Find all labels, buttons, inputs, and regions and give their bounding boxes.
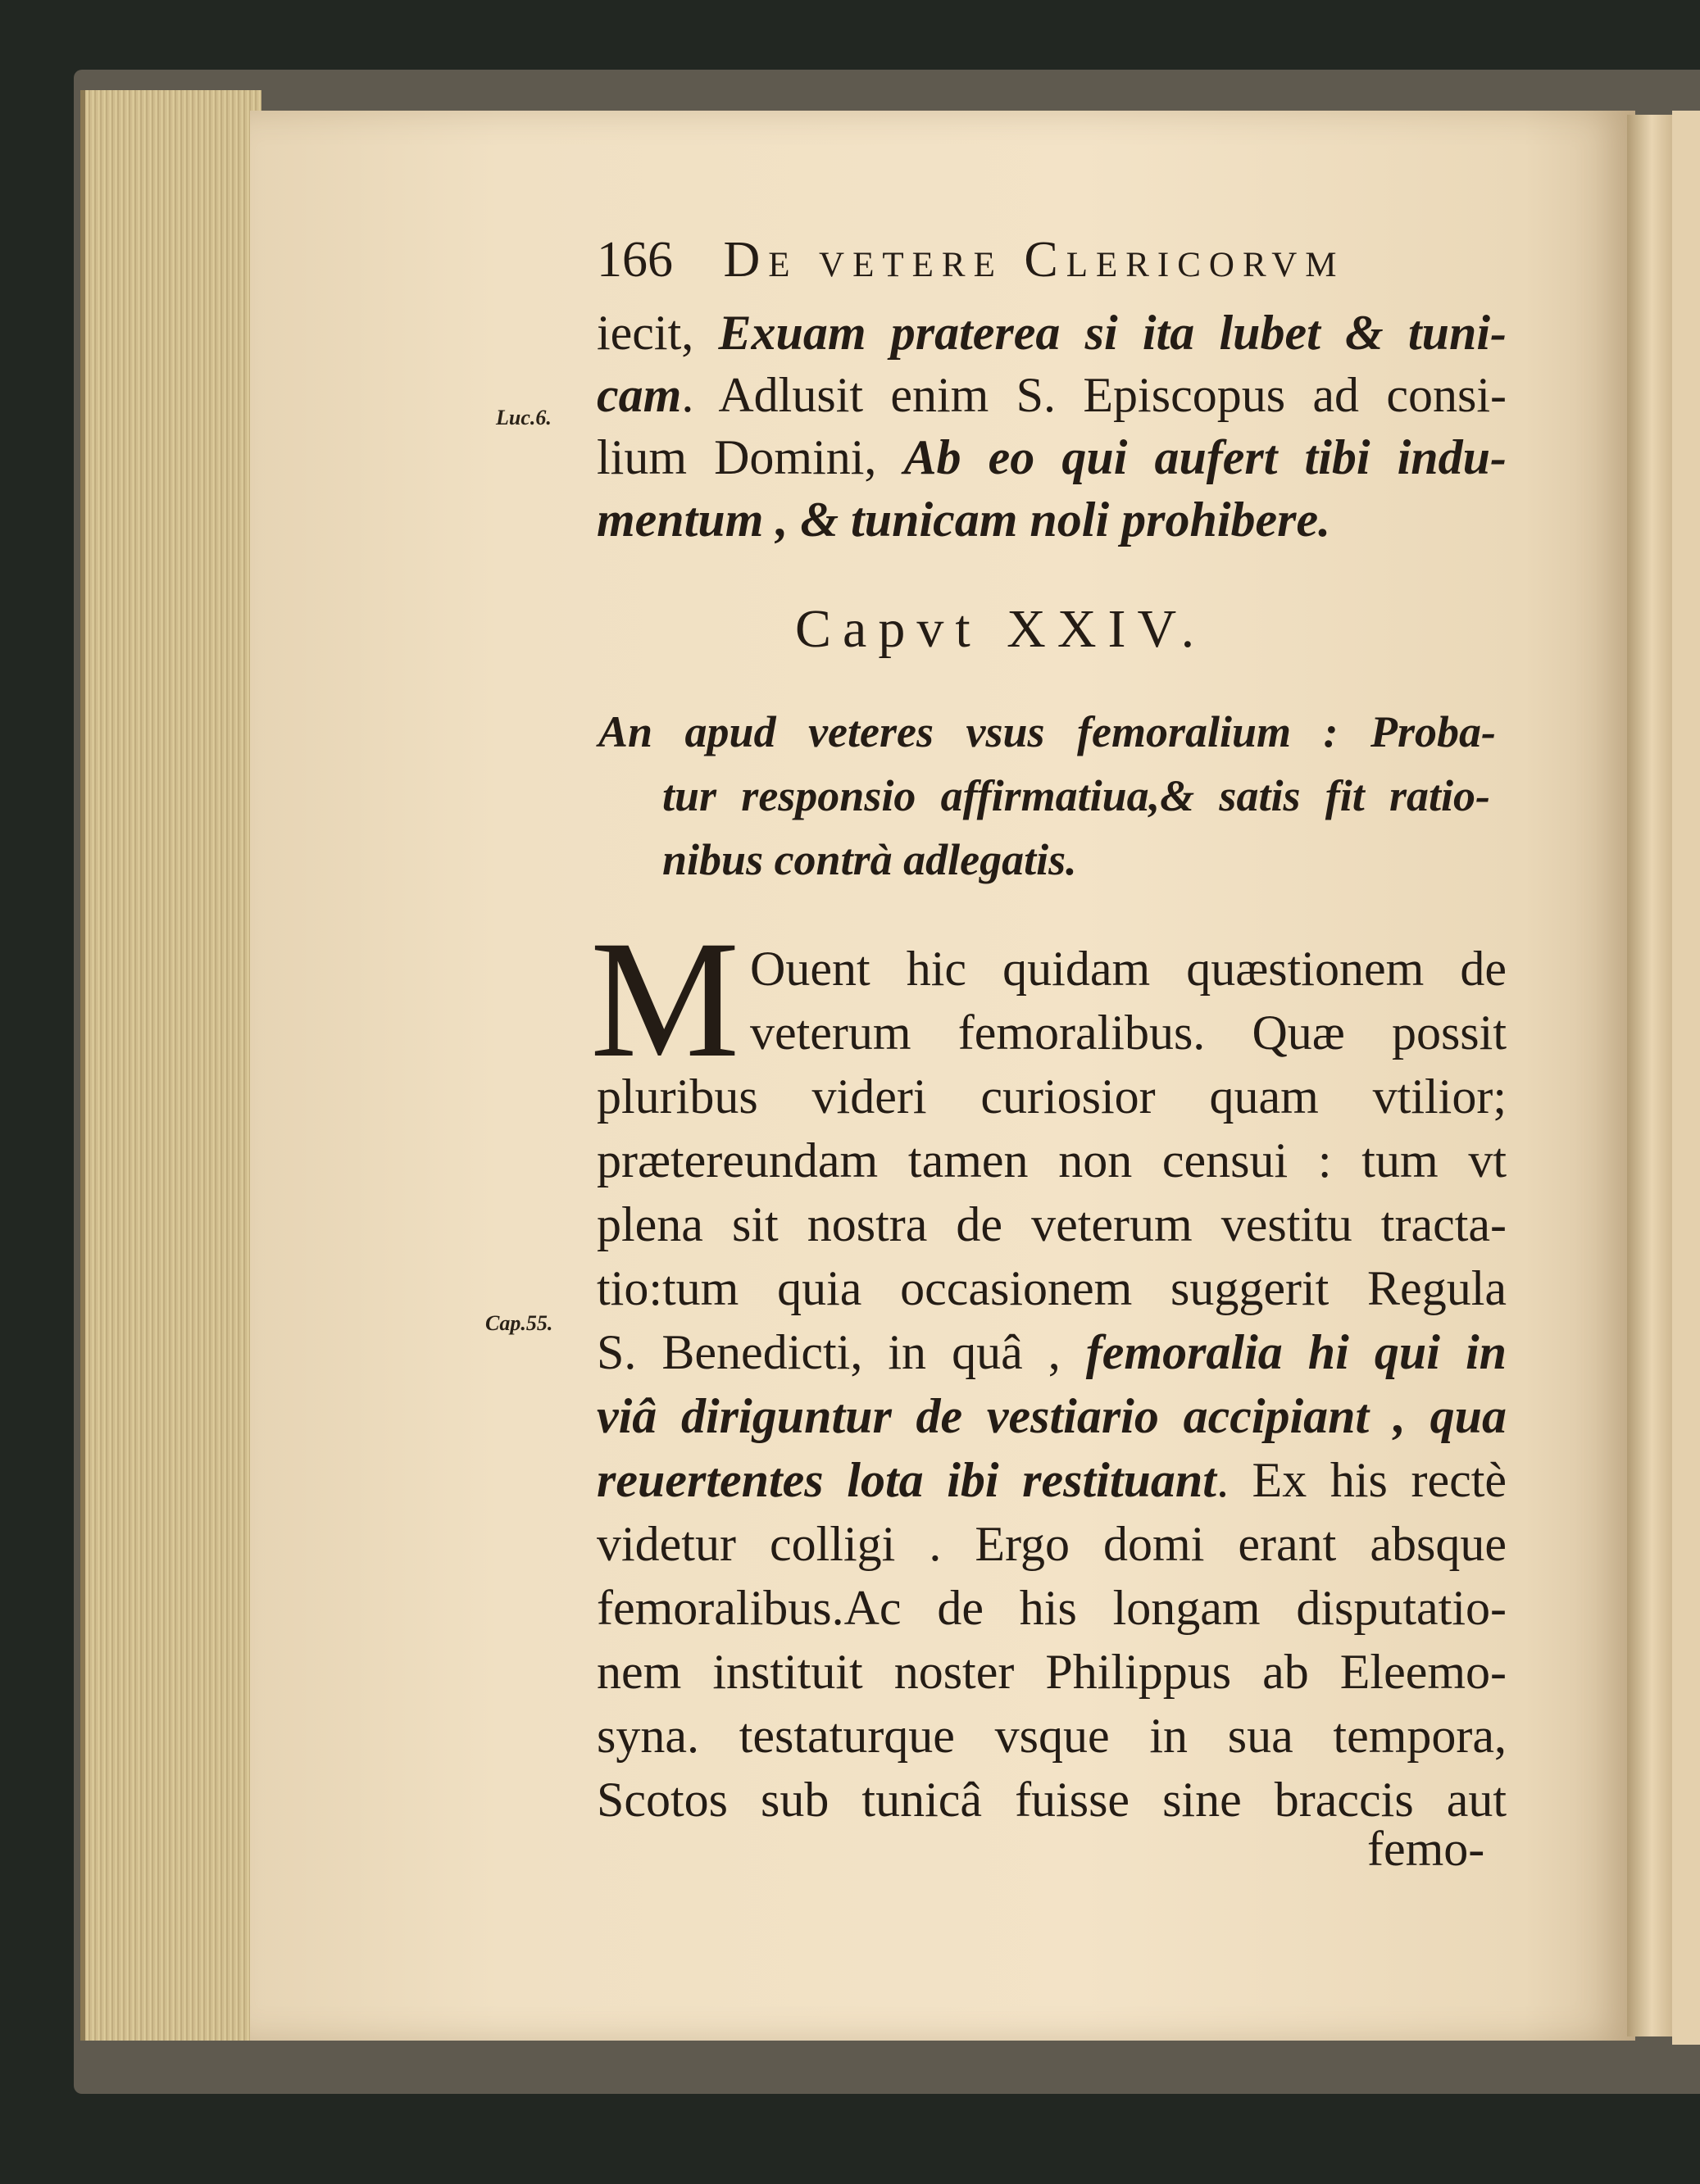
italic-text: viâ diriguntur de vestiario accipiant , qua [597,1389,1507,1443]
page-number: 166 [597,232,673,288]
margin-note: Cap.55. [485,1311,553,1335]
roman-text: . Adlusit enim S. Episcopus ad consi- [681,368,1507,422]
text-line [597,1260,1507,1317]
text-line [597,367,1507,424]
text-line [597,1580,1507,1637]
chapter-title: Capvt XXIV. [795,599,1207,659]
italic-text: femoralia hi qui in [1085,1325,1507,1379]
page-edges [80,90,261,2041]
roman-text: syna. testaturque vsque in sua tempora, [597,1709,1507,1763]
margin-note: Luc.6. [496,406,552,429]
roman-text: tio:tum quia occasionem suggerit Regula [597,1261,1507,1315]
text-line [597,1324,1507,1381]
text-line [597,305,1507,361]
facing-page-edge [1672,111,1700,2045]
text-line [597,1452,1507,1509]
text-line [750,941,1507,997]
roman-text: nem instituit noster Philippus ab Eleemo- [597,1645,1507,1699]
roman-text: lium Domini, [597,430,904,484]
drop-cap: M [590,906,740,1092]
text-line [597,1516,1507,1573]
text-line [597,1772,1507,1828]
book-gutter [1627,115,1676,2036]
roman-text: veterum femoralibus. Quæ possit [750,1006,1507,1060]
text-line [597,1069,1507,1125]
italic-text: cam [597,368,682,422]
text-line [597,1644,1507,1700]
roman-text: videtur colligi . Ergo domi erant absque [597,1517,1507,1571]
roman-text: femoralibus.Ac de his longam disputatio- [597,1581,1507,1635]
text-line [597,1133,1507,1189]
text-line [597,429,1507,486]
catchword: femo- [1367,1822,1485,1876]
roman-text: pluribus videri curiosior quam vtilior; [597,1069,1507,1124]
roman-text: Scotos sub tunicâ fuisse sine braccis aut [597,1773,1507,1827]
chapter-summary-line: tur responsio affirmatiua,& satis fit ratio- [662,771,1490,820]
text-line [597,1708,1507,1764]
roman-text: iecit, [597,306,719,360]
italic-text: mentum , & tunicam noli prohibere. [597,493,1331,547]
text-line [597,492,1507,548]
running-head-title: De vetere Clericorvm [723,232,1345,288]
roman-text: Ouent hic quidam quæstionem de [750,942,1507,996]
italic-text: Exuam praterea si ita lubet & tuni- [718,306,1507,360]
roman-text: . Ex his rectè [1216,1453,1507,1507]
running-head [597,231,1344,289]
roman-text: S. Benedicti, in quâ , [597,1325,1086,1379]
italic-text: reuertentes lota ibi restituant [597,1453,1216,1507]
text-line [750,1005,1507,1061]
roman-text: plena sit nostra de veterum vestitu tracta- [597,1197,1507,1251]
text-line [597,1196,1507,1253]
chapter-summary-line: nibus contrà adlegatis. [662,835,1077,884]
chapter-summary-line: An apud veteres vsus femoralium : Proba- [598,707,1496,756]
roman-text: prætereundam tamen non censui : tum vt [597,1133,1507,1187]
text-line [597,1388,1507,1445]
italic-text: Ab eo qui aufert tibi indu- [903,430,1507,484]
